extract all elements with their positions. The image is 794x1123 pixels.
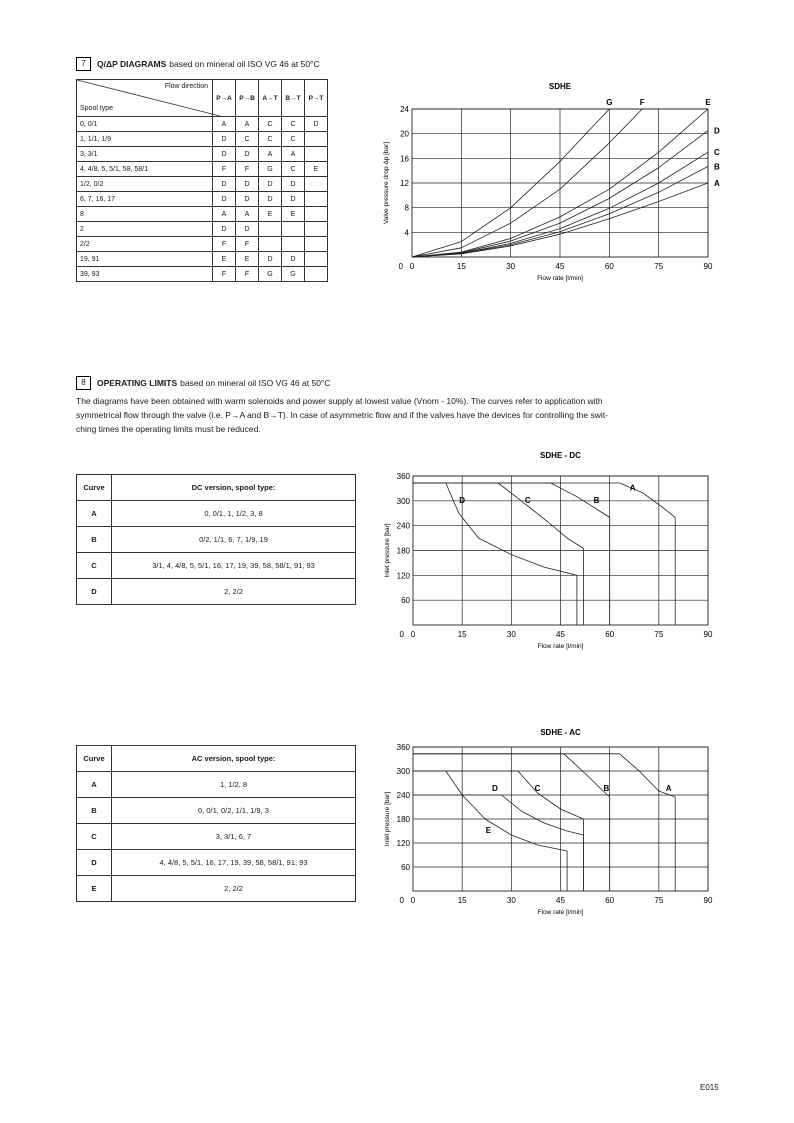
spool-type-cell: 2/2 [77, 237, 213, 252]
x-tick-label: 60 [604, 262, 614, 271]
y-tick-label: 120 [396, 571, 410, 581]
curve-label: E [485, 826, 492, 835]
x-tick-label: 75 [654, 262, 664, 271]
x-axis-label: Flow rate [l/min] [537, 275, 583, 282]
dc-version-table [76, 474, 356, 605]
curve-cell [305, 237, 328, 252]
paragraph-line: The diagrams have been obtained with warm solenoids and power supply at lowest value (Vnom - 10%). The curves refer to application with [76, 396, 603, 406]
curve-cell: D [259, 252, 282, 267]
ac-col-curve: Curve [77, 746, 112, 772]
curve-cell [305, 147, 328, 162]
curve-cell: F [236, 267, 259, 282]
curve-cell [305, 177, 328, 192]
y-tick-label: 180 [396, 815, 410, 824]
table-row [77, 579, 356, 605]
curve-cell [305, 132, 328, 147]
curve-spools: 0/2, 1/1, 6, 7, 1/9, 19 [112, 527, 356, 553]
section-subtitle: based on mineral oil ISO VG 46 at 50°C [169, 59, 320, 69]
curve-cell: E [213, 252, 236, 267]
chart-title: SDHE - AC [540, 728, 581, 737]
curve-cell: D [259, 192, 282, 207]
y-tick-label: 16 [400, 154, 409, 164]
curve-cell: E [305, 162, 328, 177]
curve-cell: D [213, 177, 236, 192]
x-tick-label: 90 [703, 630, 713, 639]
y-tick-label: 240 [396, 521, 410, 531]
curve-cell: C [259, 117, 282, 132]
section-7-header [76, 57, 320, 71]
x-tick-label: 90 [703, 262, 713, 271]
spool-type-cell: 1, 1/1, 1/9 [77, 132, 213, 147]
curve-cell [305, 207, 328, 222]
table-row [77, 252, 328, 267]
curve-cell: D [282, 177, 305, 192]
curve-key: B [77, 798, 112, 824]
curve-spools: 1, 1/2, 8 [112, 772, 356, 798]
curve-cell [282, 222, 305, 237]
curve-cell: A [236, 117, 259, 132]
curve-cell: A [259, 147, 282, 162]
series-line-d [413, 483, 577, 625]
curve-cell: F [213, 237, 236, 252]
curve-cell: D [282, 192, 305, 207]
curve-label: D [492, 784, 498, 793]
curve-cell [305, 252, 328, 267]
x-tick-label: 60 [605, 896, 615, 905]
y-tick-label: 12 [400, 179, 409, 188]
y-axis-label: Inlet pressure [bar] [384, 791, 391, 847]
curve-cell: C [282, 132, 305, 147]
x-tick-label: 30 [506, 630, 516, 639]
x-tick-label: 45 [555, 262, 565, 271]
y-tick-label: 240 [396, 791, 410, 800]
table-row [77, 207, 328, 222]
curve-label: D [714, 126, 720, 136]
spool-type-cell: 3, 3/1 [77, 147, 213, 162]
table-row [77, 553, 356, 579]
table-row [77, 501, 356, 527]
curve-cell: A [213, 207, 236, 222]
curve-cell [305, 222, 328, 237]
curve-cell: D [213, 132, 236, 147]
curve-label: A [714, 179, 720, 188]
table-row [77, 162, 328, 177]
series-line-a [413, 754, 675, 891]
x-tick-label: 15 [457, 630, 467, 639]
table-row [77, 798, 356, 824]
curve-label: C [714, 148, 720, 158]
y-tick-label: 4 [404, 228, 409, 238]
spool-type-cell: 0, 0/1 [77, 117, 213, 132]
curve-spools: 2, 2/2 [112, 579, 356, 605]
curve-cell: A [236, 207, 259, 222]
series-line-a [413, 483, 675, 625]
table-row [77, 117, 328, 132]
curve-cell: F [236, 162, 259, 177]
y-tick-label: 300 [396, 767, 410, 776]
curve-cell: D [213, 192, 236, 207]
table-row [77, 222, 328, 237]
x-tick-label: 0 [410, 896, 416, 905]
section-subtitle: based on mineral oil ISO VG 46 at 50°C [180, 378, 331, 388]
x-tick-label: 75 [654, 896, 664, 905]
flow-col-header: P→B [236, 80, 259, 117]
table-row [77, 267, 328, 282]
curve-spools: 2, 2/2 [112, 876, 356, 902]
x-tick-label: 45 [556, 896, 565, 905]
section-title: Q/ΔP DIAGRAMS [97, 59, 167, 69]
x-tick-label: 15 [457, 896, 467, 905]
series-line-c [413, 483, 583, 625]
curve-key: C [77, 824, 112, 850]
curve-key: D [77, 850, 112, 876]
operating-limits-paragraph [76, 394, 721, 436]
curve-spools: 0, 0/1, 0/2, 1/1, 1/9, 3 [112, 798, 356, 824]
table-row [77, 147, 328, 162]
section-title: OPERATING LIMITS [97, 378, 178, 388]
spool-type-cell: 19, 91 [77, 252, 213, 267]
curve-cell: G [282, 267, 305, 282]
y-axis-label: Valve pressure drop Δp [bar] [383, 141, 390, 225]
y-tick-label: 0 [399, 896, 404, 905]
curve-cell: C [259, 132, 282, 147]
curve-key: B [77, 527, 112, 553]
flow-col-header: P→A [213, 80, 236, 117]
table-row [77, 527, 356, 553]
curve-cell: C [282, 117, 305, 132]
curve-spools: 3/1, 4, 4/8, 5, 5/1, 16, 17, 19, 39, 58, 58/1, 91, 93 [112, 553, 356, 579]
curve-cell: D [236, 192, 259, 207]
x-axis-label: Flow rate [l/min] [537, 909, 584, 916]
curve-label: C [534, 784, 541, 793]
series-line-c [413, 771, 583, 891]
curve-cell: D [282, 252, 305, 267]
spool-type-cell: 8 [77, 207, 213, 222]
spool-type-cell: 6, 7, 16, 17 [77, 192, 213, 207]
curve-label: B [714, 162, 720, 172]
curve-cell: C [236, 132, 259, 147]
curve-cell: D [236, 147, 259, 162]
curve-key: A [77, 501, 112, 527]
curve-cell: A [282, 147, 305, 162]
ac-col-spools: AC version, spool type: [112, 746, 356, 772]
curve-label: B [593, 495, 600, 505]
ac-table-header [77, 746, 356, 772]
curve-cell: C [282, 162, 305, 177]
x-tick-label: 0 [410, 630, 416, 639]
dc-col-curve: Curve [77, 475, 112, 501]
paragraph-line: symmetrical flow through the valve (i.e. P→A and B→T). In case of asymmetric flow and if the valves have the devices for controlling the swit- [76, 410, 608, 420]
curve-label: C [524, 495, 531, 505]
curve-key: A [77, 772, 112, 798]
curve-key: D [77, 579, 112, 605]
curve-cell [259, 237, 282, 252]
curve-label: B [603, 784, 610, 793]
curve-cell [305, 267, 328, 282]
ac-version-table [76, 745, 356, 902]
flow-col-header: A→T [259, 80, 282, 117]
flow-direction-table [76, 79, 328, 282]
spool-type-cell: 4, 4/8, 5, 5/1, 58, 58/1 [77, 162, 213, 177]
curve-cell [259, 222, 282, 237]
paragraph-line: ching times the operating limits must be reduced. [76, 424, 261, 434]
curve-cell [305, 192, 328, 207]
curve-cell: D [305, 117, 328, 132]
table-row [77, 824, 356, 850]
x-tick-label: 90 [703, 896, 713, 905]
curve-cell: F [213, 267, 236, 282]
x-tick-label: 30 [506, 262, 516, 271]
y-axis-label: Inlet pressure [bar] [384, 523, 391, 578]
curve-cell: E [259, 207, 282, 222]
curve-key: C [77, 553, 112, 579]
sdhe-pressure-drop-chart [370, 78, 730, 288]
y-tick-label: 0 [399, 630, 404, 639]
y-tick-label: 300 [396, 496, 410, 506]
section-number: 7 [76, 57, 91, 71]
y-tick-label: 120 [396, 839, 410, 848]
curve-spools: 4, 4/8, 5, 5/1, 16, 17, 19, 39, 58, 58/1, 91, 93 [112, 850, 356, 876]
table-row [77, 237, 328, 252]
table-row [77, 177, 328, 192]
flow-table-corner [77, 80, 213, 117]
corner-bottom-label: Spool type [80, 105, 114, 112]
sdhe-dc-limits-chart [362, 447, 732, 652]
curve-cell: D [259, 177, 282, 192]
y-tick-label: 180 [396, 546, 410, 556]
y-tick-label: 360 [396, 743, 410, 752]
curve-cell: F [213, 162, 236, 177]
x-tick-label: 60 [605, 630, 615, 639]
table-row [77, 772, 356, 798]
spool-type-cell: 39, 93 [77, 267, 213, 282]
curve-cell [282, 237, 305, 252]
x-tick-label: 30 [506, 896, 516, 905]
x-tick-label: 15 [456, 262, 466, 271]
y-tick-label: 24 [400, 105, 409, 114]
sdhe-ac-limits-chart [362, 718, 732, 923]
x-tick-label: 75 [654, 630, 664, 639]
section-number: 8 [76, 376, 91, 390]
dc-table-header [77, 475, 356, 501]
x-tick-label: 0 [409, 262, 415, 271]
curve-cell: G [259, 267, 282, 282]
table-row [77, 132, 328, 147]
chart-title: SDHE [548, 82, 572, 91]
table-row [77, 192, 328, 207]
spool-type-cell: 2 [77, 222, 213, 237]
section-8-header [76, 376, 330, 390]
curve-label: D [459, 495, 466, 505]
corner-top-label: Flow direction [164, 83, 208, 90]
chart-title: SDHE - DC [540, 451, 581, 460]
curve-cell: G [259, 162, 282, 177]
x-tick-label: 45 [556, 630, 565, 639]
y-tick-label: 8 [404, 203, 409, 213]
flow-table-header-row [77, 80, 328, 117]
curve-label: A [665, 784, 672, 793]
curve-key: E [77, 876, 112, 902]
curve-cell: D [236, 177, 259, 192]
x-axis-label: Flow rate [l/min] [537, 643, 584, 650]
curve-label: F [639, 98, 645, 107]
table-row [77, 876, 356, 902]
curve-cell: D [236, 222, 259, 237]
flow-col-header: B→T [282, 80, 305, 117]
dc-col-spools: DC version, spool type: [112, 475, 356, 501]
y-tick-label: 360 [396, 472, 410, 481]
y-tick-label: 60 [401, 863, 410, 872]
page-code: E015 [700, 1083, 719, 1092]
curve-cell: E [282, 207, 305, 222]
curve-cell: D [213, 147, 236, 162]
curve-label: A [629, 483, 636, 493]
y-tick-label: 20 [400, 129, 409, 139]
spool-type-cell: 1/2, 0/2 [77, 177, 213, 192]
curve-label: G [606, 98, 613, 107]
y-tick-label: 0 [398, 262, 403, 271]
curve-cell: D [213, 222, 236, 237]
curve-cell: F [236, 237, 259, 252]
table-row [77, 850, 356, 876]
curve-cell: E [236, 252, 259, 267]
curve-spools: 3, 3/1, 6, 7 [112, 824, 356, 850]
curve-cell: A [213, 117, 236, 132]
y-tick-label: 60 [401, 596, 410, 606]
curve-label: E [705, 98, 711, 107]
flow-col-header: P→T [305, 80, 328, 117]
curve-spools: 0, 0/1, 1, 1/2, 3, 8 [112, 501, 356, 527]
